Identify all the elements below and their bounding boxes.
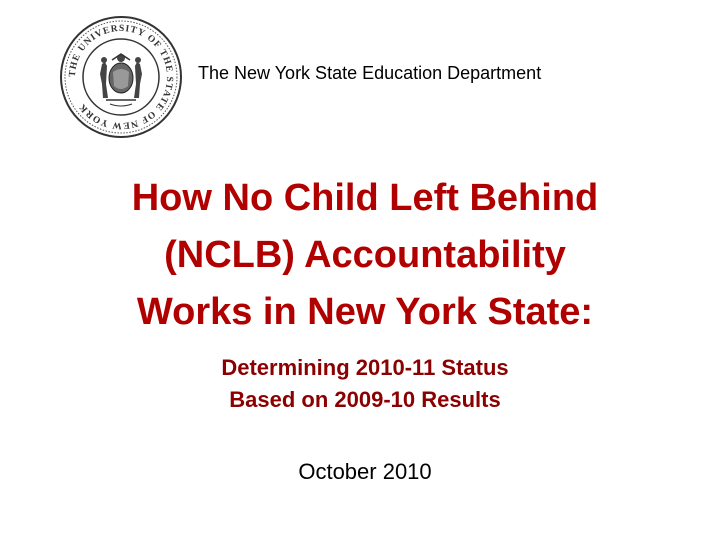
seal-text: THE UNIVERSITY OF THE STATE OF NEW YORK [67, 23, 175, 131]
slide-subtitle [0, 352, 720, 416]
title-line-1: How No Child Left Behind [131, 177, 599, 219]
title-line-2: (NCLB) Accountability [164, 234, 566, 276]
subtitle-line-1: Determining 2010-11 Status [221, 355, 509, 380]
title-line-3: Works in New York State: [136, 291, 594, 333]
subtitle-line-2: Based on 2009-10 Results [229, 387, 501, 412]
department-name: The New York State Education Department [198, 63, 542, 83]
seal-graphic [58, 14, 184, 140]
slide-title [0, 170, 720, 341]
university-seal-logo [58, 14, 184, 140]
presentation-date: October 2010 [298, 459, 432, 484]
